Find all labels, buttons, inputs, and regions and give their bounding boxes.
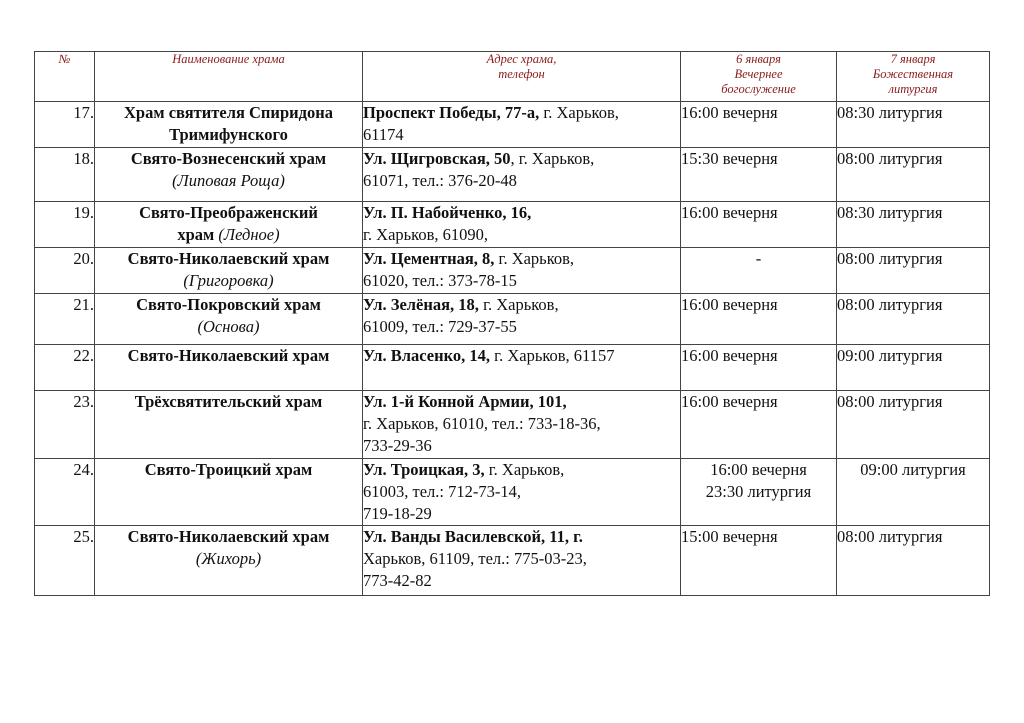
church-address: Ул. Ванды Василевской, 11, г. Харьков, 61109, тел.: 775-03-23, 773-42-82: [363, 526, 681, 596]
church-address: Ул. Цементная, 8, г. Харьков, 61020, тел.: 373-78-15: [363, 248, 681, 294]
row-number: 21.: [35, 294, 95, 345]
jan7-time: 08:00 литургия: [837, 248, 990, 294]
church-address: Ул. П. Набойченко, 16, г. Харьков, 61090,: [363, 202, 681, 248]
jan6-time: 15:30 вечерня: [681, 148, 837, 202]
header-name: Наименование храма: [95, 52, 363, 102]
church-name: Свято-Николаевский храм (Жихорь): [95, 526, 363, 596]
church-name: Свято-Покровский храм (Основа): [95, 294, 363, 345]
jan6-time: 15:00 вечерня: [681, 526, 837, 596]
jan7-time: 08:00 литургия: [837, 391, 990, 459]
table-row: [35, 459, 990, 526]
church-name: Свято-Николаевский храм: [95, 345, 363, 391]
church-name: Храм святителя Спиридона Тримифунского: [95, 102, 363, 148]
jan6-time: 16:00 вечерня 23:30 литургия: [681, 459, 837, 526]
jan7-time: 08:00 литургия: [837, 526, 990, 596]
jan7-time: 08:00 литургия: [837, 294, 990, 345]
table-row: [35, 294, 990, 345]
row-number: 23.: [35, 391, 95, 459]
jan6-time: 16:00 вечерня: [681, 391, 837, 459]
row-number: 17.: [35, 102, 95, 148]
church-address: Ул. Троицкая, 3, г. Харьков, 61003, тел.: 712-73-14, 719-18-29: [363, 459, 681, 526]
church-name: Трёхсвятительский храм: [95, 391, 363, 459]
jan6-time: 16:00 вечерня: [681, 294, 837, 345]
table-row: [35, 202, 990, 248]
church-name: Свято-Николаевский храм (Григоровка): [95, 248, 363, 294]
table-row: [35, 148, 990, 202]
row-number: 22.: [35, 345, 95, 391]
table-row: [35, 248, 990, 294]
church-name: Свято-Преображенский храм (Ледное): [95, 202, 363, 248]
church-address: Ул. Власенко, 14, г. Харьков, 61157: [363, 345, 681, 391]
jan7-time: 08:30 литургия: [837, 202, 990, 248]
church-name: Свято-Троицкий храм: [95, 459, 363, 526]
table-row: [35, 526, 990, 596]
row-number: 24.: [35, 459, 95, 526]
church-address: Ул. 1-й Конной Армии, 101, г. Харьков, 61010, тел.: 733-18-36, 733-29-36: [363, 391, 681, 459]
jan7-time: 08:30 литургия: [837, 102, 990, 148]
table-row: [35, 391, 990, 459]
table-row: [35, 345, 990, 391]
jan6-time: 16:00 вечерня: [681, 202, 837, 248]
schedule-table: [34, 51, 990, 596]
jan7-time: 09:00 литургия: [837, 459, 990, 526]
table-header: [35, 52, 990, 102]
jan6-time: 16:00 вечерня: [681, 102, 837, 148]
jan6-time: 16:00 вечерня: [681, 345, 837, 391]
row-number: 25.: [35, 526, 95, 596]
row-number: 19.: [35, 202, 95, 248]
jan6-time: -: [681, 248, 837, 294]
table-row: [35, 102, 990, 148]
church-name: Свято-Вознесенский храм (Липовая Роща): [95, 148, 363, 202]
header-jan7: 7 января Божественная литургия: [837, 52, 990, 102]
jan7-time: 08:00 литургия: [837, 148, 990, 202]
church-address: Проспект Победы, 77-а, г. Харьков, 61174: [363, 102, 681, 148]
row-number: 20.: [35, 248, 95, 294]
church-address: Ул. Щигровская, 50, г. Харьков, 61071, тел.: 376-20-48: [363, 148, 681, 202]
row-number: 18.: [35, 148, 95, 202]
jan7-time: 09:00 литургия: [837, 345, 990, 391]
header-num: №: [35, 52, 95, 102]
church-address: Ул. Зелёная, 18, г. Харьков, 61009, тел.: 729-37-55: [363, 294, 681, 345]
header-jan6: 6 января Вечернее богослужение: [681, 52, 837, 102]
header-address: Адрес храма, телефон: [363, 52, 681, 102]
